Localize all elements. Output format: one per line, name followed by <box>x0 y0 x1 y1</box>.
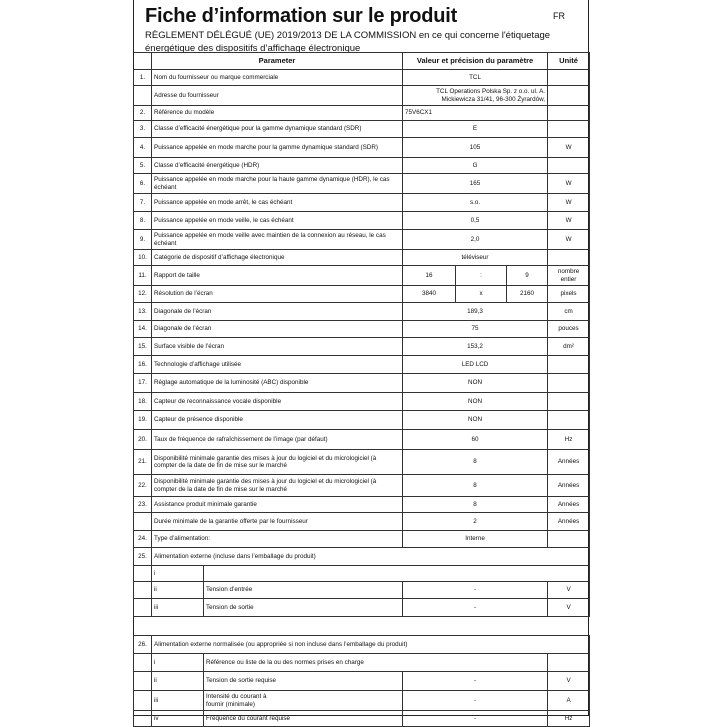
table-subrow <box>134 654 590 672</box>
row-value: 60 <box>403 430 548 450</box>
row-value: 2 <box>403 513 548 531</box>
row-unit: V <box>548 672 590 691</box>
table-row <box>134 212 590 230</box>
row-number: 9. <box>134 230 152 250</box>
row-unit: pouces <box>548 321 590 338</box>
resolution-height: 2160 <box>507 286 548 303</box>
row-value: TCL Operations Polska Sp. z o.o. ul. A. Mickiewicza 31/41, 96-300 Żyrardów, <box>403 86 548 106</box>
sub-index: i <box>152 654 204 672</box>
table-row <box>134 497 590 513</box>
regulation-text: RÈGLEMENT DÉLÉGUÉ (UE) 2019/2013 DE LA COMMISSION en ce qui concerne l'étiquetage énergétique des dispositifs d’affichage électronique <box>145 30 551 54</box>
table-row <box>134 450 590 475</box>
row-label: Diagonale de l’écran <box>152 321 403 338</box>
row-unit: Années <box>548 513 590 531</box>
language-code: FR <box>553 11 565 21</box>
table-row <box>134 636 590 654</box>
row-value: Interne <box>403 531 548 548</box>
row-number: 3. <box>134 121 152 138</box>
row-unit: pixels <box>548 286 590 303</box>
sub-index: iv <box>152 711 204 727</box>
row-number: 16. <box>134 356 152 374</box>
table-row <box>134 531 590 548</box>
row-value: - <box>403 672 548 691</box>
row-label: Disponibilité minimale garantie des mises à jour du logiciel et du micrologiciel (à compter de la date de fin de mise sur le marché <box>152 450 403 475</box>
table-row <box>134 475 590 497</box>
row-value: LED LCD <box>403 356 548 374</box>
row-number: 14. <box>134 321 152 338</box>
row-number: 2. <box>134 106 152 121</box>
row-value: G <box>403 158 548 174</box>
table-row <box>134 174 590 194</box>
row-value: - <box>403 582 548 599</box>
row-number: 21. <box>134 450 152 475</box>
table-row <box>134 321 590 338</box>
row-unit: Années <box>548 497 590 513</box>
row-unit: Années <box>548 475 590 497</box>
col-value: Valeur et précision du paramètre <box>403 53 548 70</box>
row-value: NON <box>403 411 548 430</box>
row-label: Type d’alimentation: <box>152 531 403 548</box>
table-gap-row <box>134 617 590 636</box>
row-unit: W <box>548 230 590 250</box>
row-number: 23. <box>134 497 152 513</box>
row-label: Puissance appelée en mode marche pour la gamme dynamique standard (SDR) <box>152 138 403 158</box>
row-label: Nom du fournisseur ou marque commerciale <box>152 70 403 86</box>
row-value: NON <box>403 374 548 393</box>
row-number: 7. <box>134 194 152 212</box>
row-label: Référence ou liste de la ou des normes prises en charge <box>204 654 548 672</box>
row-label: Intensité du courant à fournir (minimale) <box>204 691 403 711</box>
table-row <box>134 374 590 393</box>
table-subrow <box>134 711 590 727</box>
ratio-width: 16 <box>403 266 456 286</box>
row-label: Puissance appelée en mode arrêt, le cas échéant <box>152 194 403 212</box>
row-label: Catégorie de dispositif d’affichage électronique <box>152 250 403 266</box>
table-row <box>134 70 590 86</box>
row-label: Durée minimale de la garantie offerte par le fournisseur <box>152 513 403 531</box>
row-number: 18. <box>134 393 152 411</box>
sub-index: ii <box>152 672 204 691</box>
ratio-separator: : <box>456 266 507 286</box>
row-label: Alimentation externe (incluse dans l’emballage du produit) <box>152 548 590 566</box>
row-unit: W <box>548 212 590 230</box>
row-value: 2,0 <box>403 230 548 250</box>
row-number: 17. <box>134 374 152 393</box>
table-row <box>134 430 590 450</box>
row-number: 6. <box>134 174 152 194</box>
row-number: 19. <box>134 411 152 430</box>
table-row <box>134 230 590 250</box>
col-unit: Unité <box>548 53 590 70</box>
row-value: 8 <box>403 475 548 497</box>
row-unit: nombre entier <box>548 266 590 286</box>
row-number: 26. <box>134 636 152 654</box>
row-label: Réglage automatique de la luminosité (ABC) disponible <box>152 374 403 393</box>
row-label: Capteur de reconnaissance vocale disponible <box>152 393 403 411</box>
row-value: E <box>403 121 548 138</box>
row-unit: cm <box>548 303 590 321</box>
row-value: 75 <box>403 321 548 338</box>
table-row <box>134 286 590 303</box>
row-number: 15. <box>134 338 152 356</box>
row-value: 153,2 <box>403 338 548 356</box>
resolution-separator: x <box>456 286 507 303</box>
table-row <box>134 194 590 212</box>
row-label: Capteur de présence disponible <box>152 411 403 430</box>
row-number: 4. <box>134 138 152 158</box>
row-label: Référence du modèle <box>152 106 403 121</box>
row-label: Puissance appelée en mode veille avec maintien de la connexion au réseau, le cas échéant <box>152 230 403 250</box>
table-subrow <box>134 599 590 617</box>
row-label: Puissance appelée en mode marche pour la haute gamme dynamique (HDR), le cas échéant <box>152 174 403 194</box>
table-row <box>134 121 590 138</box>
sub-index: iii <box>152 599 204 617</box>
table-row <box>134 86 590 106</box>
row-label: Disponibilité minimale garantie des mises à jour du logiciel et du micrologiciel (à compter de la date de fin de mise sur le marché <box>152 475 403 497</box>
row-number: 8. <box>134 212 152 230</box>
sub-index: ii <box>152 582 204 599</box>
row-label: Classe d’efficacité énergétique (HDR) <box>152 158 403 174</box>
page-title: Fiche d’information sur le produit <box>145 5 458 27</box>
row-value: 75V6CX1 <box>403 106 548 121</box>
table-row <box>134 250 590 266</box>
table-row <box>134 393 590 411</box>
row-unit: A <box>548 691 590 711</box>
table-row <box>134 266 590 286</box>
ratio-height: 9 <box>507 266 548 286</box>
row-label: Tension d’entrée <box>204 582 403 599</box>
table-row <box>134 158 590 174</box>
row-label: Taux de fréquence de rafraîchissement de l’image (par défaut) <box>152 430 403 450</box>
row-unit: Hz <box>548 711 590 727</box>
row-label: Rapport de taille <box>152 266 403 286</box>
row-value: téléviseur <box>403 250 548 266</box>
row-label: Assistance produit minimale garantie <box>152 497 403 513</box>
table-row <box>134 303 590 321</box>
row-value: 8 <box>403 497 548 513</box>
sub-index: iii <box>152 691 204 711</box>
row-number: 12. <box>134 286 152 303</box>
row-value: 165 <box>403 174 548 194</box>
row-label: Diagonale de l’écran <box>152 303 403 321</box>
row-unit: Hz <box>548 430 590 450</box>
row-number: 24. <box>134 531 152 548</box>
row-label: Puissance appelée en mode veille, le cas échéant <box>152 212 403 230</box>
table-subrow <box>134 582 590 599</box>
sub-index: i <box>152 566 204 582</box>
row-unit: W <box>548 138 590 158</box>
row-value: - <box>403 691 548 711</box>
row-label: Classe d’efficacité énergétique pour la gamme dynamique standard (SDR) <box>152 121 403 138</box>
row-label: Technologie d’affichage utilisée <box>152 356 403 374</box>
row-unit: V <box>548 582 590 599</box>
row-unit: Années <box>548 450 590 475</box>
row-label: Alimentation externe normalisée (ou appropriée si non incluse dans l’emballage du produit) <box>152 636 590 654</box>
resolution-width: 3840 <box>403 286 456 303</box>
row-number: 11. <box>134 266 152 286</box>
table-row <box>134 338 590 356</box>
row-value: 189,3 <box>403 303 548 321</box>
table-subrow <box>134 691 590 711</box>
row-value: - <box>403 599 548 617</box>
row-unit: dm² <box>548 338 590 356</box>
table-subrow <box>134 566 590 582</box>
table-header-row <box>134 53 590 70</box>
row-value: 105 <box>403 138 548 158</box>
row-number: 25. <box>134 548 152 566</box>
row-label: Résolution de l’écran <box>152 286 403 303</box>
table-row <box>134 106 590 121</box>
row-value: 0,5 <box>403 212 548 230</box>
row-unit: W <box>548 194 590 212</box>
row-number: 22. <box>134 475 152 497</box>
table-row <box>134 356 590 374</box>
row-label: Adresse du fournisseur <box>152 86 403 106</box>
row-number: 1. <box>134 70 152 86</box>
row-value: 8 <box>403 450 548 475</box>
row-label: Tension de sortie <box>204 599 403 617</box>
row-unit: W <box>548 174 590 194</box>
row-number: 20. <box>134 430 152 450</box>
row-number: 13. <box>134 303 152 321</box>
row-value: - <box>403 711 548 727</box>
row-value: NON <box>403 393 548 411</box>
table-row <box>134 411 590 430</box>
row-label: Fréquence du courant requise <box>204 711 403 727</box>
row-number: 5. <box>134 158 152 174</box>
row-label: Tension de sortie requise <box>204 672 403 691</box>
row-value: s.o. <box>403 194 548 212</box>
table-subrow <box>134 672 590 691</box>
col-parameter: Parameter <box>152 53 403 70</box>
row-unit: V <box>548 599 590 617</box>
product-table <box>133 52 590 727</box>
table-row <box>134 513 590 531</box>
row-label: Surface visible de l’écran <box>152 338 403 356</box>
row-value: TCL <box>403 70 548 86</box>
table-row <box>134 548 590 566</box>
table-row <box>134 138 590 158</box>
row-number: 10. <box>134 250 152 266</box>
